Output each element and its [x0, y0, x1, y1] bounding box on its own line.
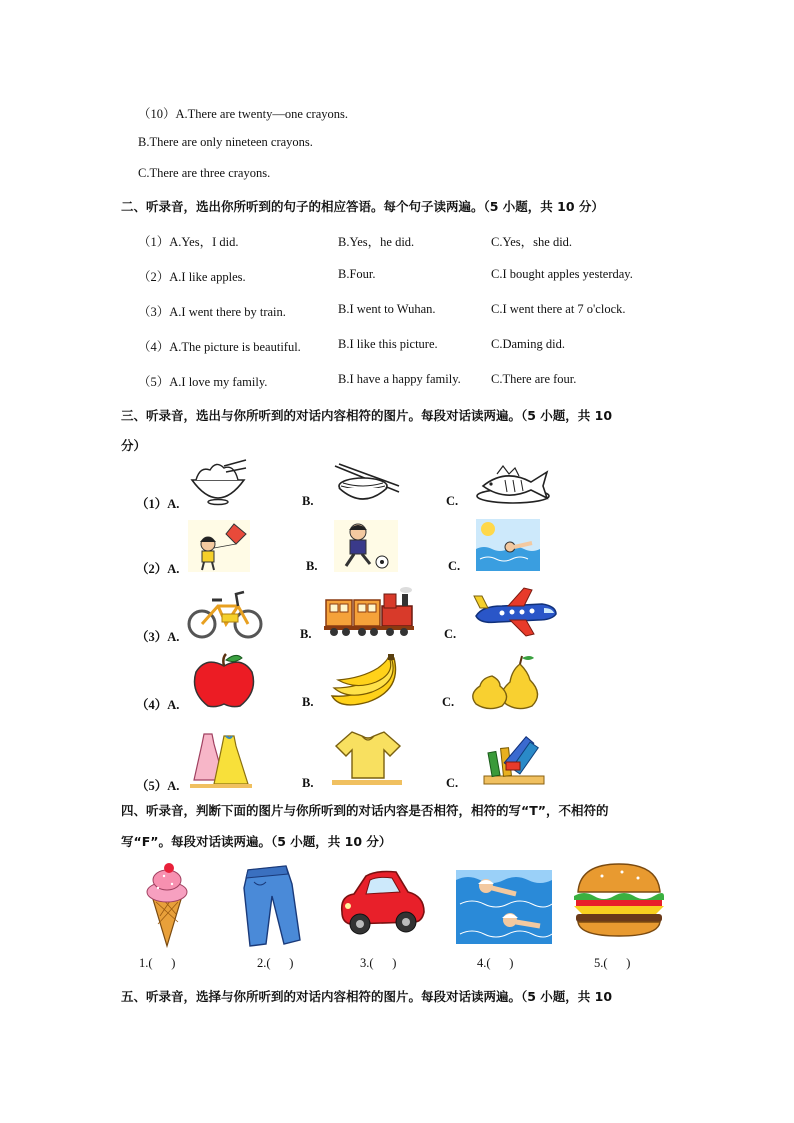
s3-q1-label-b: B. — [302, 494, 314, 508]
s4-blank-2[interactable]: 2.( ) — [257, 956, 294, 970]
apple-icon — [192, 652, 256, 708]
noodles-icon — [333, 462, 401, 504]
s3-q4-label-b: B. — [302, 695, 314, 709]
section4-title-line1: 四、听录音，判断下面的图片与你所听到的对话内容是否相符，相符的写“T”，不相符的 — [121, 803, 609, 818]
s3-q2-label-c: C. — [448, 559, 461, 573]
s2-q3-a: （3）A.I went there by train. — [138, 305, 286, 319]
s2-q1-b: B.Yes，he did. — [338, 235, 415, 249]
s3-q1-label-c: C. — [446, 494, 459, 508]
section3-title-line2: 分） — [121, 438, 147, 453]
plane-icon — [472, 586, 558, 638]
s4-blank-4[interactable]: 4.( ) — [477, 956, 514, 970]
s2-q3-c: C.I went there at 7 o'clock. — [491, 302, 626, 316]
trousers-icon — [240, 864, 306, 948]
s3-q3-label-a: （3）A. — [136, 630, 180, 644]
s4-blank-1[interactable]: 1.( ) — [139, 956, 176, 970]
bike-icon — [186, 586, 266, 640]
section2-title: 二、听录音，选出你所听到的句子的相应答语。每个句子读两遍。（5 小题，共 10 分） — [121, 199, 604, 214]
kite-icon — [188, 520, 250, 572]
s3-q2-label-a: （2）A. — [136, 562, 180, 576]
tshirt-icon — [332, 728, 402, 786]
s2-q5-a: （5）A.I love my family. — [138, 375, 268, 389]
s3-q4-label-c: C. — [442, 695, 455, 709]
crayons-icon — [480, 732, 546, 786]
s2-q1-c: C.Yes，she did. — [491, 235, 573, 249]
football-icon — [334, 520, 398, 572]
dress-icon — [190, 730, 252, 788]
q10-option-a: （10）A.There are twenty—one crayons. — [138, 107, 348, 121]
s3-q2-label-b: B. — [306, 559, 318, 573]
rice-bowl-icon — [188, 458, 248, 506]
s4-blank-5[interactable]: 5.( ) — [594, 956, 631, 970]
hamburger-icon — [572, 862, 666, 938]
banana-icon — [328, 654, 402, 710]
q10-option-c: C.There are three crayons. — [138, 166, 271, 180]
s3-q1-label-a: （1）A. — [136, 497, 180, 511]
pear-icon — [470, 654, 546, 710]
section4-title-line2: 写“F”。每段对话读两遍。（5 小题，共 10 分） — [121, 834, 392, 849]
s2-q4-b: B.I like this picture. — [338, 337, 438, 351]
s2-q2-a: （2）A.I like apples. — [138, 270, 246, 284]
s2-q3-b: B.I went to Wuhan. — [338, 302, 436, 316]
section3-title-line1: 三、听录音，选出与你所听到的对话内容相符的图片。每段对话读两遍。（5 小题，共 10 — [121, 408, 613, 423]
s2-q4-a: （4）A.The picture is beautiful. — [138, 340, 301, 354]
s2-q4-c: C.Daming did. — [491, 337, 565, 351]
s2-q2-b: B.Four. — [338, 267, 376, 281]
swimming-icon — [476, 519, 540, 571]
car-icon — [336, 866, 428, 938]
s3-q5-label-c: C. — [446, 776, 459, 790]
s3-q4-label-a: （4）A. — [136, 698, 180, 712]
s2-q2-c: C.I bought apples yesterday. — [491, 267, 633, 281]
s3-q3-label-c: C. — [444, 627, 457, 641]
s2-q5-c: C.There are four. — [491, 372, 577, 386]
s3-q3-label-b: B. — [300, 627, 312, 641]
s3-q5-label-a: （5）A. — [136, 779, 180, 793]
swimmers-icon — [456, 870, 552, 944]
fish-icon — [475, 462, 553, 506]
q10-option-b: B.There are only nineteen crayons. — [138, 135, 313, 149]
section5-title: 五、听录音，选择与你所听到的对话内容相符的图片。每段对话读两遍。（5 小题，共 10 — [121, 989, 613, 1004]
ice-cream-icon — [142, 862, 192, 948]
s2-q5-b: B.I have a happy family. — [338, 372, 461, 386]
s2-q1-a: （1）A.Yes，I did. — [138, 235, 239, 249]
s4-blank-3[interactable]: 3.( ) — [360, 956, 397, 970]
s3-q5-label-b: B. — [302, 776, 314, 790]
train-icon — [324, 586, 414, 638]
